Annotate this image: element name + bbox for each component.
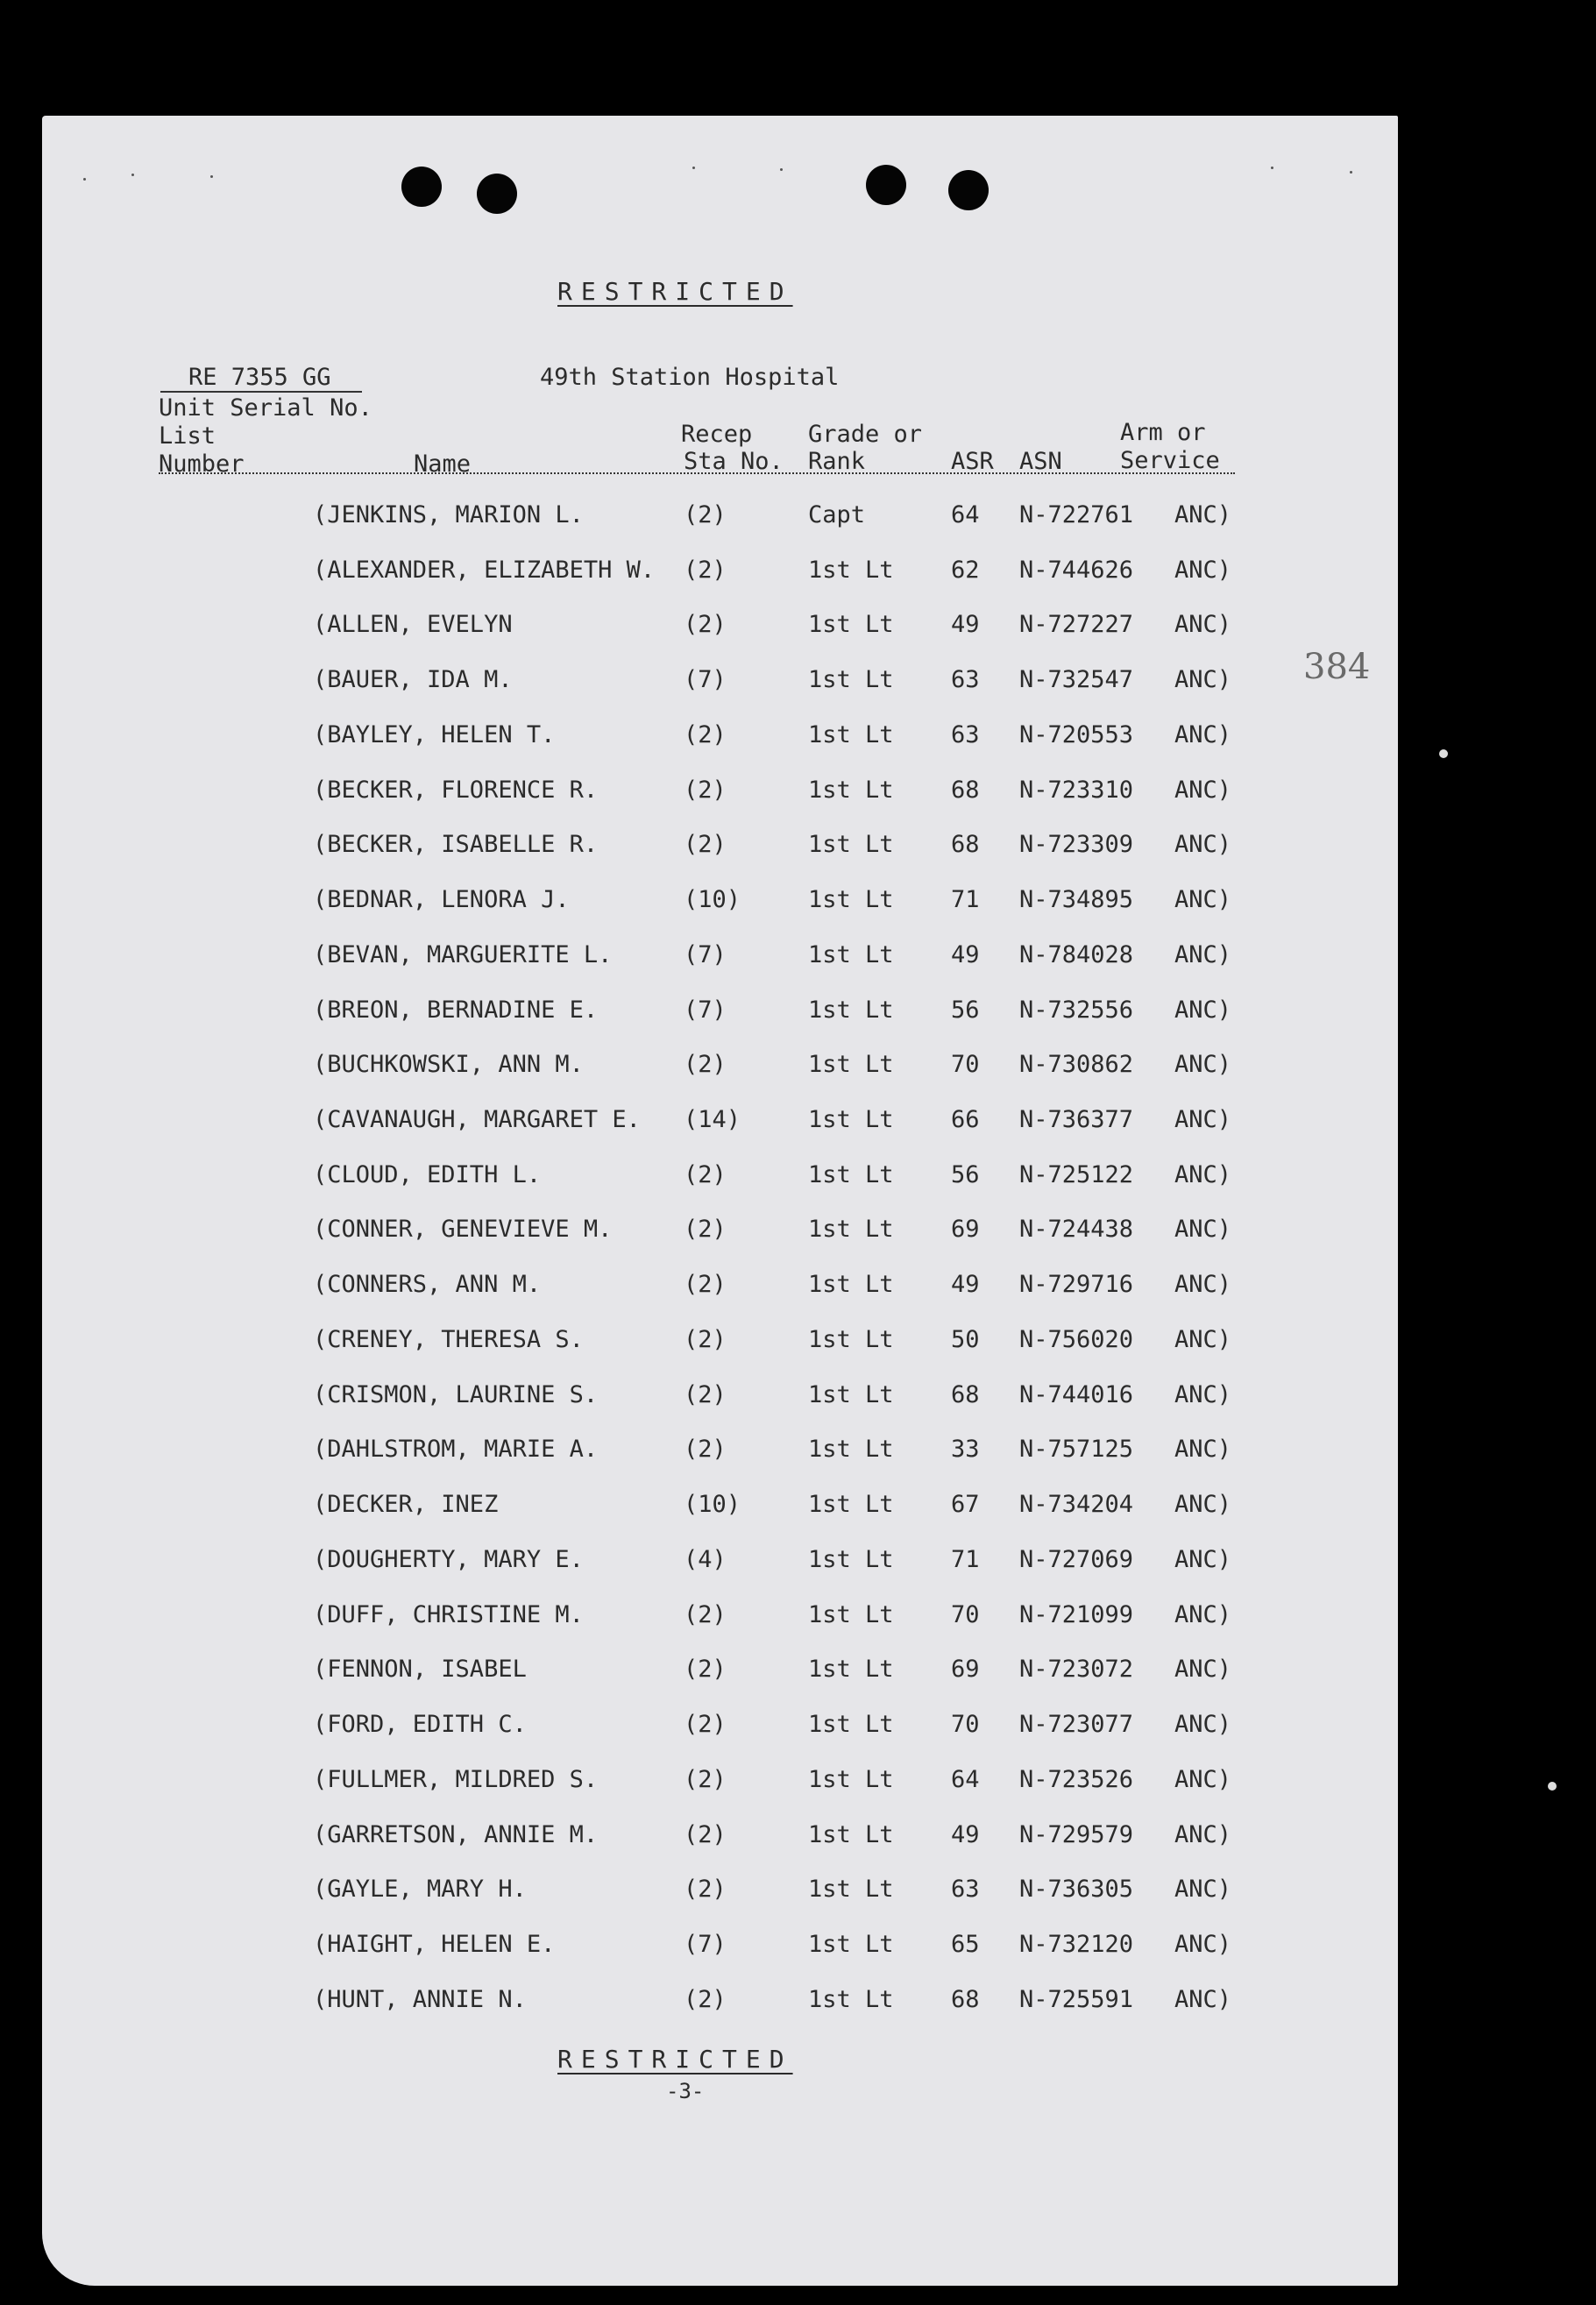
name-cell: (FENNON, ISABEL bbox=[313, 1656, 527, 1683]
grade-cell: 1st Lt bbox=[808, 666, 894, 693]
grade-cell: 1st Lt bbox=[808, 1766, 894, 1793]
asr-cell: 68 bbox=[951, 777, 980, 804]
asn-cell: N-730862 bbox=[1019, 1051, 1134, 1078]
grade-cell: 1st Lt bbox=[808, 1271, 894, 1298]
table-row bbox=[0, 557, 1596, 592]
table-row bbox=[0, 886, 1596, 921]
table-row bbox=[0, 1381, 1596, 1416]
table-row bbox=[0, 721, 1596, 756]
table-row bbox=[0, 1491, 1596, 1526]
recep-cell: (2) bbox=[684, 611, 727, 638]
arm-cell: ANC) bbox=[1174, 1161, 1232, 1188]
recep-cell: (2) bbox=[684, 1216, 727, 1243]
arm-cell: ANC) bbox=[1174, 1271, 1232, 1298]
grade-cell: 1st Lt bbox=[808, 1326, 894, 1353]
column-header-rank: Rank bbox=[808, 448, 866, 475]
arm-cell: ANC) bbox=[1174, 1931, 1232, 1958]
arm-cell: ANC) bbox=[1174, 721, 1232, 748]
speck bbox=[1271, 167, 1273, 169]
asr-cell: 63 bbox=[951, 721, 980, 748]
recep-cell: (10) bbox=[684, 886, 741, 913]
arm-cell: ANC) bbox=[1174, 831, 1232, 858]
grade-cell: 1st Lt bbox=[808, 777, 894, 804]
asr-cell: 56 bbox=[951, 996, 980, 1024]
name-cell: (BUCHKOWSKI, ANN M. bbox=[313, 1051, 584, 1078]
recep-cell: (2) bbox=[684, 777, 727, 804]
asn-cell: N-722761 bbox=[1019, 501, 1134, 528]
speck bbox=[131, 174, 134, 176]
asr-cell: 67 bbox=[951, 1491, 980, 1518]
asn-cell: N-757125 bbox=[1019, 1436, 1134, 1463]
punch-hole bbox=[401, 167, 442, 207]
asn-cell: N-729579 bbox=[1019, 1821, 1134, 1848]
punch-hole bbox=[477, 174, 517, 214]
recep-cell: (2) bbox=[684, 1711, 727, 1738]
asr-cell: 69 bbox=[951, 1216, 980, 1243]
asn-cell: N-723077 bbox=[1019, 1711, 1134, 1738]
table-row bbox=[0, 1546, 1596, 1581]
recep-cell: (2) bbox=[684, 501, 727, 528]
arm-cell: ANC) bbox=[1174, 1381, 1232, 1408]
recep-cell: (10) bbox=[684, 1491, 741, 1518]
grade-cell: 1st Lt bbox=[808, 1491, 894, 1518]
table-row bbox=[0, 996, 1596, 1032]
asn-cell: N-723309 bbox=[1019, 831, 1134, 858]
arm-cell: ANC) bbox=[1174, 941, 1232, 968]
table-row bbox=[0, 1051, 1596, 1086]
speck bbox=[210, 175, 213, 178]
name-cell: (ALLEN, EVELYN bbox=[313, 611, 513, 638]
asn-cell: N-734204 bbox=[1019, 1491, 1134, 1518]
asn-cell: N-727227 bbox=[1019, 611, 1134, 638]
asn-cell: N-720553 bbox=[1019, 721, 1134, 748]
recep-cell: (2) bbox=[684, 831, 727, 858]
arm-cell: ANC) bbox=[1174, 1821, 1232, 1848]
recep-cell: (7) bbox=[684, 1931, 727, 1958]
recep-cell: (2) bbox=[684, 1051, 727, 1078]
recep-cell: (2) bbox=[684, 1326, 727, 1353]
arm-cell: ANC) bbox=[1174, 886, 1232, 913]
asn-cell: N-725122 bbox=[1019, 1161, 1134, 1188]
page-stamp-number: 384 bbox=[1303, 647, 1371, 687]
grade-cell: 1st Lt bbox=[808, 886, 894, 913]
recep-cell: (2) bbox=[684, 1381, 727, 1408]
recep-cell: (2) bbox=[684, 1271, 727, 1298]
asr-cell: 64 bbox=[951, 501, 980, 528]
table-row bbox=[0, 1931, 1596, 1966]
asr-cell: 66 bbox=[951, 1106, 980, 1133]
arm-cell: ANC) bbox=[1174, 1436, 1232, 1463]
grade-cell: 1st Lt bbox=[808, 1931, 894, 1958]
grade-cell: 1st Lt bbox=[808, 1216, 894, 1243]
column-header-arm: Arm or bbox=[1120, 419, 1206, 446]
arm-cell: ANC) bbox=[1174, 1326, 1232, 1353]
restricted-footer: RESTRICTED bbox=[557, 2045, 793, 2074]
arm-cell: ANC) bbox=[1174, 1876, 1232, 1903]
unit-title: 49th Station Hospital bbox=[540, 364, 840, 391]
recep-cell: (7) bbox=[684, 941, 727, 968]
grade-cell: 1st Lt bbox=[808, 1986, 894, 2013]
arm-cell: ANC) bbox=[1174, 996, 1232, 1024]
recep-cell: (2) bbox=[684, 557, 727, 584]
name-cell: (BREON, BERNADINE E. bbox=[313, 996, 599, 1024]
asn-cell: N-724438 bbox=[1019, 1216, 1134, 1243]
recep-cell: (2) bbox=[684, 1986, 727, 2013]
name-cell: (ALEXANDER, ELIZABETH W. bbox=[313, 557, 656, 584]
arm-cell: ANC) bbox=[1174, 1656, 1232, 1683]
arm-cell: ANC) bbox=[1174, 1711, 1232, 1738]
grade-cell: 1st Lt bbox=[808, 1161, 894, 1188]
arm-cell: ANC) bbox=[1174, 1491, 1232, 1518]
arm-cell: ANC) bbox=[1174, 1546, 1232, 1573]
table-row bbox=[0, 1821, 1596, 1856]
recep-cell: (4) bbox=[684, 1546, 727, 1573]
speck bbox=[1350, 171, 1352, 174]
name-cell: (CRISMON, LAURINE S. bbox=[313, 1381, 599, 1408]
arm-cell: ANC) bbox=[1174, 1986, 1232, 2013]
recep-cell: (2) bbox=[684, 1601, 727, 1628]
grade-cell: 1st Lt bbox=[808, 1106, 894, 1133]
asn-cell: N-736377 bbox=[1019, 1106, 1134, 1133]
header-rule bbox=[159, 472, 1235, 476]
asn-cell: N-744626 bbox=[1019, 557, 1134, 584]
unit-serial-label: Unit Serial No. bbox=[159, 394, 372, 422]
table-row bbox=[0, 777, 1596, 812]
name-cell: (FULLMER, MILDRED S. bbox=[313, 1766, 599, 1793]
asr-cell: 68 bbox=[951, 831, 980, 858]
recep-cell: (2) bbox=[684, 1821, 727, 1848]
column-header-asn: ASN bbox=[1019, 448, 1062, 475]
grade-cell: 1st Lt bbox=[808, 1436, 894, 1463]
asr-cell: 50 bbox=[951, 1326, 980, 1353]
asr-cell: 70 bbox=[951, 1711, 980, 1738]
table-row bbox=[0, 1986, 1596, 2021]
asn-cell: N-727069 bbox=[1019, 1546, 1134, 1573]
asr-cell: 68 bbox=[951, 1381, 980, 1408]
recep-cell: (7) bbox=[684, 996, 727, 1024]
recep-cell: (2) bbox=[684, 1161, 727, 1188]
arm-cell: ANC) bbox=[1174, 777, 1232, 804]
unit-serial-value: RE 7355 GG bbox=[188, 364, 331, 391]
table-row bbox=[0, 1271, 1596, 1306]
grade-cell: 1st Lt bbox=[808, 1546, 894, 1573]
restricted-heading: RESTRICTED bbox=[557, 277, 793, 306]
arm-cell: ANC) bbox=[1174, 666, 1232, 693]
table-row bbox=[0, 501, 1596, 536]
name-cell: (DUFF, CHRISTINE M. bbox=[313, 1601, 584, 1628]
asr-cell: 65 bbox=[951, 1931, 980, 1958]
arm-cell: ANC) bbox=[1174, 1601, 1232, 1628]
arm-cell: ANC) bbox=[1174, 1766, 1232, 1793]
asr-cell: 64 bbox=[951, 1766, 980, 1793]
recep-cell: (2) bbox=[684, 1766, 727, 1793]
number-label: Number bbox=[159, 450, 245, 478]
asn-cell: N-744016 bbox=[1019, 1381, 1134, 1408]
asr-cell: 49 bbox=[951, 1271, 980, 1298]
arm-cell: ANC) bbox=[1174, 1216, 1232, 1243]
asr-cell: 63 bbox=[951, 1876, 980, 1903]
name-cell: (CONNER, GENEVIEVE M. bbox=[313, 1216, 613, 1243]
grade-cell: 1st Lt bbox=[808, 941, 894, 968]
table-row bbox=[0, 1106, 1596, 1141]
name-cell: (CAVANAUGH, MARGARET E. bbox=[313, 1106, 641, 1133]
asn-cell: N-732547 bbox=[1019, 666, 1134, 693]
asr-cell: 70 bbox=[951, 1601, 980, 1628]
name-cell: (CRENEY, THERESA S. bbox=[313, 1326, 584, 1353]
name-cell: (BEVAN, MARGUERITE L. bbox=[313, 941, 613, 968]
grade-cell: 1st Lt bbox=[808, 1821, 894, 1848]
recep-cell: (2) bbox=[684, 1436, 727, 1463]
asn-cell: N-736305 bbox=[1019, 1876, 1134, 1903]
grade-cell: 1st Lt bbox=[808, 1711, 894, 1738]
asn-cell: N-723072 bbox=[1019, 1656, 1134, 1683]
table-row bbox=[0, 941, 1596, 976]
table-row bbox=[0, 611, 1596, 646]
table-row bbox=[0, 1876, 1596, 1911]
name-cell: (BAUER, IDA M. bbox=[313, 666, 513, 693]
grade-cell: 1st Lt bbox=[808, 996, 894, 1024]
asn-cell: N-723526 bbox=[1019, 1766, 1134, 1793]
column-header-asr: ASR bbox=[951, 448, 994, 475]
asr-cell: 68 bbox=[951, 1986, 980, 2013]
grade-cell: 1st Lt bbox=[808, 1381, 894, 1408]
table-row bbox=[0, 1216, 1596, 1251]
speck bbox=[692, 167, 695, 169]
asn-cell: N-723310 bbox=[1019, 777, 1134, 804]
column-header-grade: Grade or bbox=[808, 421, 923, 448]
name-cell: (DAHLSTROM, MARIE A. bbox=[313, 1436, 599, 1463]
grade-cell: 1st Lt bbox=[808, 1051, 894, 1078]
name-cell: (CONNERS, ANN M. bbox=[313, 1271, 542, 1298]
name-cell: (BECKER, ISABELLE R. bbox=[313, 831, 599, 858]
name-cell: (DECKER, INEZ bbox=[313, 1491, 499, 1518]
recep-cell: (2) bbox=[684, 1876, 727, 1903]
grade-cell: Capt bbox=[808, 501, 866, 528]
column-header-sta-no: Sta No. bbox=[684, 448, 784, 475]
recep-cell: (2) bbox=[684, 721, 727, 748]
asn-cell: N-732120 bbox=[1019, 1931, 1134, 1958]
speck bbox=[780, 168, 783, 171]
asn-cell: N-732556 bbox=[1019, 996, 1134, 1024]
punch-hole bbox=[948, 170, 989, 210]
speck bbox=[83, 178, 86, 181]
asr-cell: 71 bbox=[951, 1546, 980, 1573]
name-cell: (FORD, EDITH C. bbox=[313, 1711, 527, 1738]
page-number: -3- bbox=[666, 2079, 705, 2103]
asn-cell: N-756020 bbox=[1019, 1326, 1134, 1353]
name-cell: (JENKINS, MARION L. bbox=[313, 501, 584, 528]
grade-cell: 1st Lt bbox=[808, 557, 894, 584]
asn-cell: N-725591 bbox=[1019, 1986, 1134, 2013]
asr-cell: 71 bbox=[951, 886, 980, 913]
name-cell: (HAIGHT, HELEN E. bbox=[313, 1931, 556, 1958]
name-cell: (GAYLE, MARY H. bbox=[313, 1876, 527, 1903]
table-row bbox=[0, 1601, 1596, 1636]
name-cell: (BECKER, FLORENCE R. bbox=[313, 777, 599, 804]
column-header-service: Service bbox=[1120, 447, 1220, 474]
name-cell: (HUNT, ANNIE N. bbox=[313, 1986, 527, 2013]
arm-cell: ANC) bbox=[1174, 501, 1232, 528]
asr-cell: 62 bbox=[951, 557, 980, 584]
recep-cell: (7) bbox=[684, 666, 727, 693]
recep-cell: (14) bbox=[684, 1106, 741, 1133]
table-row bbox=[0, 1656, 1596, 1691]
name-cell: (BEDNAR, LENORA J. bbox=[313, 886, 570, 913]
grade-cell: 1st Lt bbox=[808, 1876, 894, 1903]
grade-cell: 1st Lt bbox=[808, 831, 894, 858]
arm-cell: ANC) bbox=[1174, 611, 1232, 638]
arm-cell: ANC) bbox=[1174, 557, 1232, 584]
asn-cell: N-729716 bbox=[1019, 1271, 1134, 1298]
table-row bbox=[0, 1436, 1596, 1471]
name-cell: (GARRETSON, ANNIE M. bbox=[313, 1821, 599, 1848]
table-row bbox=[0, 831, 1596, 866]
table-row bbox=[0, 1326, 1596, 1361]
asn-cell: N-784028 bbox=[1019, 941, 1134, 968]
grade-cell: 1st Lt bbox=[808, 721, 894, 748]
list-label: List bbox=[159, 422, 216, 450]
asr-cell: 69 bbox=[951, 1656, 980, 1683]
arm-cell: ANC) bbox=[1174, 1051, 1232, 1078]
asr-cell: 49 bbox=[951, 941, 980, 968]
table-row bbox=[0, 1766, 1596, 1801]
table-row bbox=[0, 1711, 1596, 1746]
asn-cell: N-734895 bbox=[1019, 886, 1134, 913]
name-cell: (BAYLEY, HELEN T. bbox=[313, 721, 556, 748]
serial-underline bbox=[160, 391, 362, 393]
grade-cell: 1st Lt bbox=[808, 1601, 894, 1628]
recep-cell: (2) bbox=[684, 1656, 727, 1683]
grade-cell: 1st Lt bbox=[808, 611, 894, 638]
asr-cell: 63 bbox=[951, 666, 980, 693]
asr-cell: 33 bbox=[951, 1436, 980, 1463]
column-header-recep: Recep bbox=[681, 421, 753, 448]
table-row bbox=[0, 1161, 1596, 1196]
asn-cell: N-721099 bbox=[1019, 1601, 1134, 1628]
asr-cell: 49 bbox=[951, 611, 980, 638]
name-cell: (CLOUD, EDITH L. bbox=[313, 1161, 542, 1188]
punch-hole bbox=[866, 165, 906, 205]
name-cell: (DOUGHERTY, MARY E. bbox=[313, 1546, 584, 1573]
asr-cell: 70 bbox=[951, 1051, 980, 1078]
grade-cell: 1st Lt bbox=[808, 1656, 894, 1683]
column-header-name: Name bbox=[414, 450, 472, 478]
arm-cell: ANC) bbox=[1174, 1106, 1232, 1133]
asr-cell: 56 bbox=[951, 1161, 980, 1188]
asr-cell: 49 bbox=[951, 1821, 980, 1848]
